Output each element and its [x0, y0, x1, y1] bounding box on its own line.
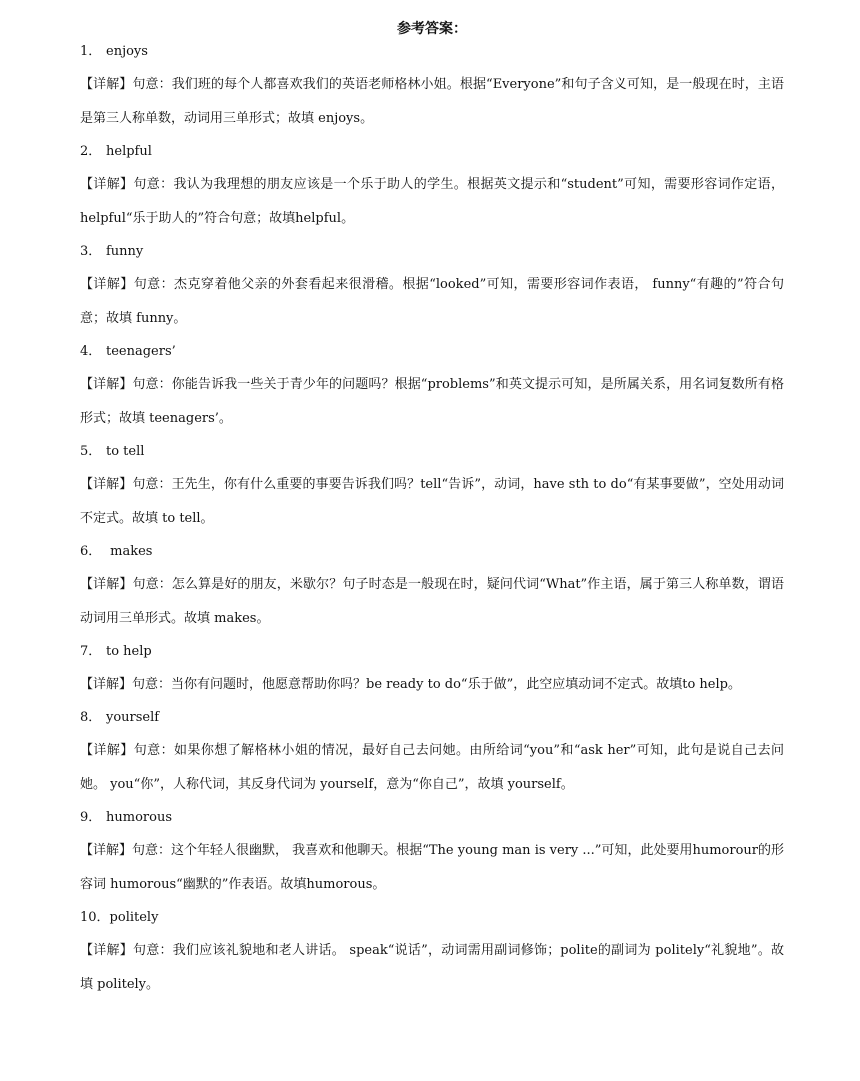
answer-item [80, 809, 784, 902]
answer-line [80, 143, 784, 161]
answer-item [80, 643, 784, 702]
answer-text: teenagers’ [106, 344, 176, 359]
answer-text: to tell [106, 444, 145, 459]
question-number: 5． [80, 444, 102, 459]
explanation-text: 【详解】句意：这个年轻人很幽默， 我喜欢和他聊天。根据“The young man is very ...”可知，此处要用humorour的形容词 humorous“幽默的”作表语。故填humorous。 [80, 843, 784, 892]
answer-line [80, 443, 784, 461]
answer-line [80, 909, 784, 927]
page-title: 参考答案： [397, 21, 467, 37]
answer-line [80, 543, 784, 561]
question-number: 2． [80, 144, 102, 159]
explanation-text: 【详解】句意：如果你想了解格林小姐的情况，最好自己去问她。由所给词“you”和“ask her”可知，此句是说自己去问她。 you“你”，人称代词，其反身代词为 yourself，意为“你自己”，故填 yourself。 [80, 743, 784, 792]
answer-text: humorous [106, 810, 172, 825]
question-number: 7． [80, 644, 102, 659]
explanation-text: 【详解】句意：我们班的每个人都喜欢我们的英语老师格林小姐。根据“Everyone”和句子含义可知，是一般现在时，主语是第三人称单数，动词用三单形式；故填 enjoys。 [80, 77, 784, 126]
answer-text: enjoys [106, 44, 148, 59]
answer-item [80, 43, 784, 136]
answer-list [80, 43, 784, 1002]
answer-text: funny [106, 244, 144, 259]
answer-item [80, 243, 784, 336]
answer-item [80, 343, 784, 436]
answer-line [80, 643, 784, 661]
answer-text: to help [106, 644, 152, 659]
explanation-text: 【详解】句意：我认为我理想的朋友应该是一个乐于助人的学生。根据英文提示和“student”可知，需要形容词作定语， helpful“乐于助人的”符合句意；故填helpful。 [80, 177, 784, 226]
question-number: 9． [80, 810, 102, 825]
question-number: 6． [80, 544, 102, 559]
answer-item [80, 709, 784, 802]
explanation-text: 【详解】句意：王先生，你有什么重要的事要告诉我们吗？tell“告诉”，动词，have sth to do“有某事要做”，空处用动词不定式。故填 to tell。 [80, 477, 784, 526]
answer-text: helpful [106, 144, 152, 159]
answer-line [80, 809, 784, 827]
answer-item [80, 543, 784, 636]
explanation-text: 【详解】句意：怎么算是好的朋友，米歇尔？句子时态是一般现在时，疑问代词“What”作主语，属于第三人称单数，谓语动词用三单形式。故填 makes。 [80, 577, 784, 626]
answer-item [80, 443, 784, 536]
question-number: 3． [80, 244, 102, 259]
answer-line [80, 243, 784, 261]
question-number: 4． [80, 344, 102, 359]
answer-item [80, 143, 784, 236]
answer-line [80, 43, 784, 61]
answer-text: politely [109, 910, 159, 925]
question-number: 1． [80, 44, 102, 59]
question-number: 8． [80, 710, 102, 725]
question-number: 10． [80, 910, 110, 925]
explanation-text: 【详解】句意：杰克穿着他父亲的外套看起来很滑稽。根据“looked”可知，需要形容词作表语， funny“有趣的”符合句意；故填 funny。 [80, 277, 784, 326]
answer-text: makes [106, 544, 153, 559]
answer-line [80, 709, 784, 727]
answer-item [80, 909, 784, 1002]
answer-line [80, 343, 784, 361]
explanation-text: 【详解】句意：你能告诉我一些关于青少年的问题吗？根据“problems”和英文提示可知，是所属关系，用名词复数所有格形式；故填 teenagers’。 [80, 377, 784, 426]
answer-text: yourself [106, 710, 160, 725]
explanation-text: 【详解】句意：我们应该礼貌地和老人讲话。 speak“说话”，动词需用副词修饰；polite的副词为 politely“礼貌地”。故填 politely。 [80, 943, 784, 992]
explanation-text: 【详解】句意：当你有问题时，他愿意帮助你吗？be ready to do“乐于做”，此空应填动词不定式。故填to help。 [80, 677, 741, 692]
